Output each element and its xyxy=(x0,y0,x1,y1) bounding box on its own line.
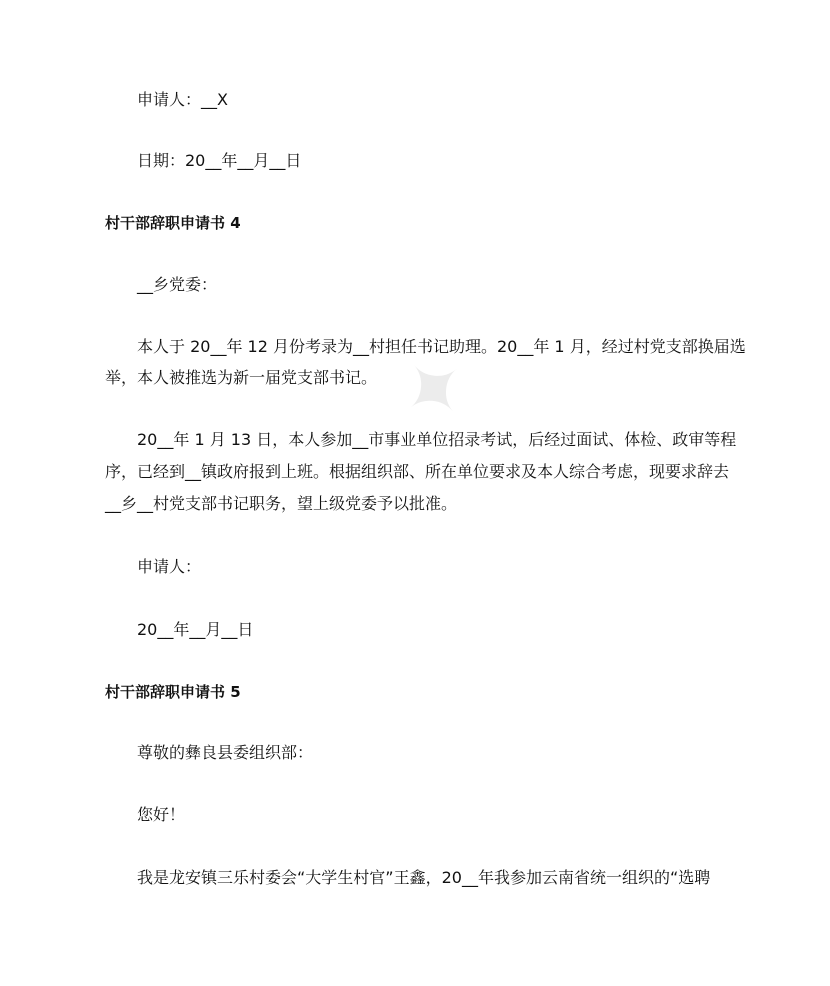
paragraph-1-line-1: 本人于 20__年 12 月份考录为__村担任书记助理。20__年 1 月，经过村党支部换届选 xyxy=(137,337,746,356)
paragraph-1-line-2: 举，本人被推选为新一届党支部书记。 xyxy=(105,368,378,387)
applicant-line: 申请人： xyxy=(137,557,202,576)
date-line: 日期：20__年__月__日 xyxy=(137,151,302,170)
date-blank-line: 20__年__月__日 xyxy=(137,620,254,639)
applicant-x-line: 申请人：__X xyxy=(137,90,228,109)
paragraph-2-line-2: 序，已经到__镇政府报到上班。根据组织部、所在单位要求及本人综合考虑，现要求辞去 xyxy=(105,462,730,481)
watermark: ✦ xyxy=(379,332,491,447)
paragraph-2-line-1: 20__年 1 月 13 日，本人参加__市事业单位招录考试，后经过面试、体检、政审等程 xyxy=(137,430,737,449)
section-heading-4: 村干部辞职申请书 4 xyxy=(105,214,241,232)
section-heading-5: 村干部辞职申请书 5 xyxy=(105,683,241,701)
paragraph-3-line-1: 我是龙安镇三乐村委会“大学生村官”王鑫，20__年我参加云南省统一组织的“选聘 xyxy=(137,868,711,887)
salutation-5: 尊敬的彝良县委组织部： xyxy=(137,743,314,762)
paragraph-2-line-3: __乡__村党支部书记职务，望上级党委予以批准。 xyxy=(105,494,458,513)
greeting-5: 您好！ xyxy=(137,805,186,824)
salutation-4: __乡党委： xyxy=(137,275,218,294)
